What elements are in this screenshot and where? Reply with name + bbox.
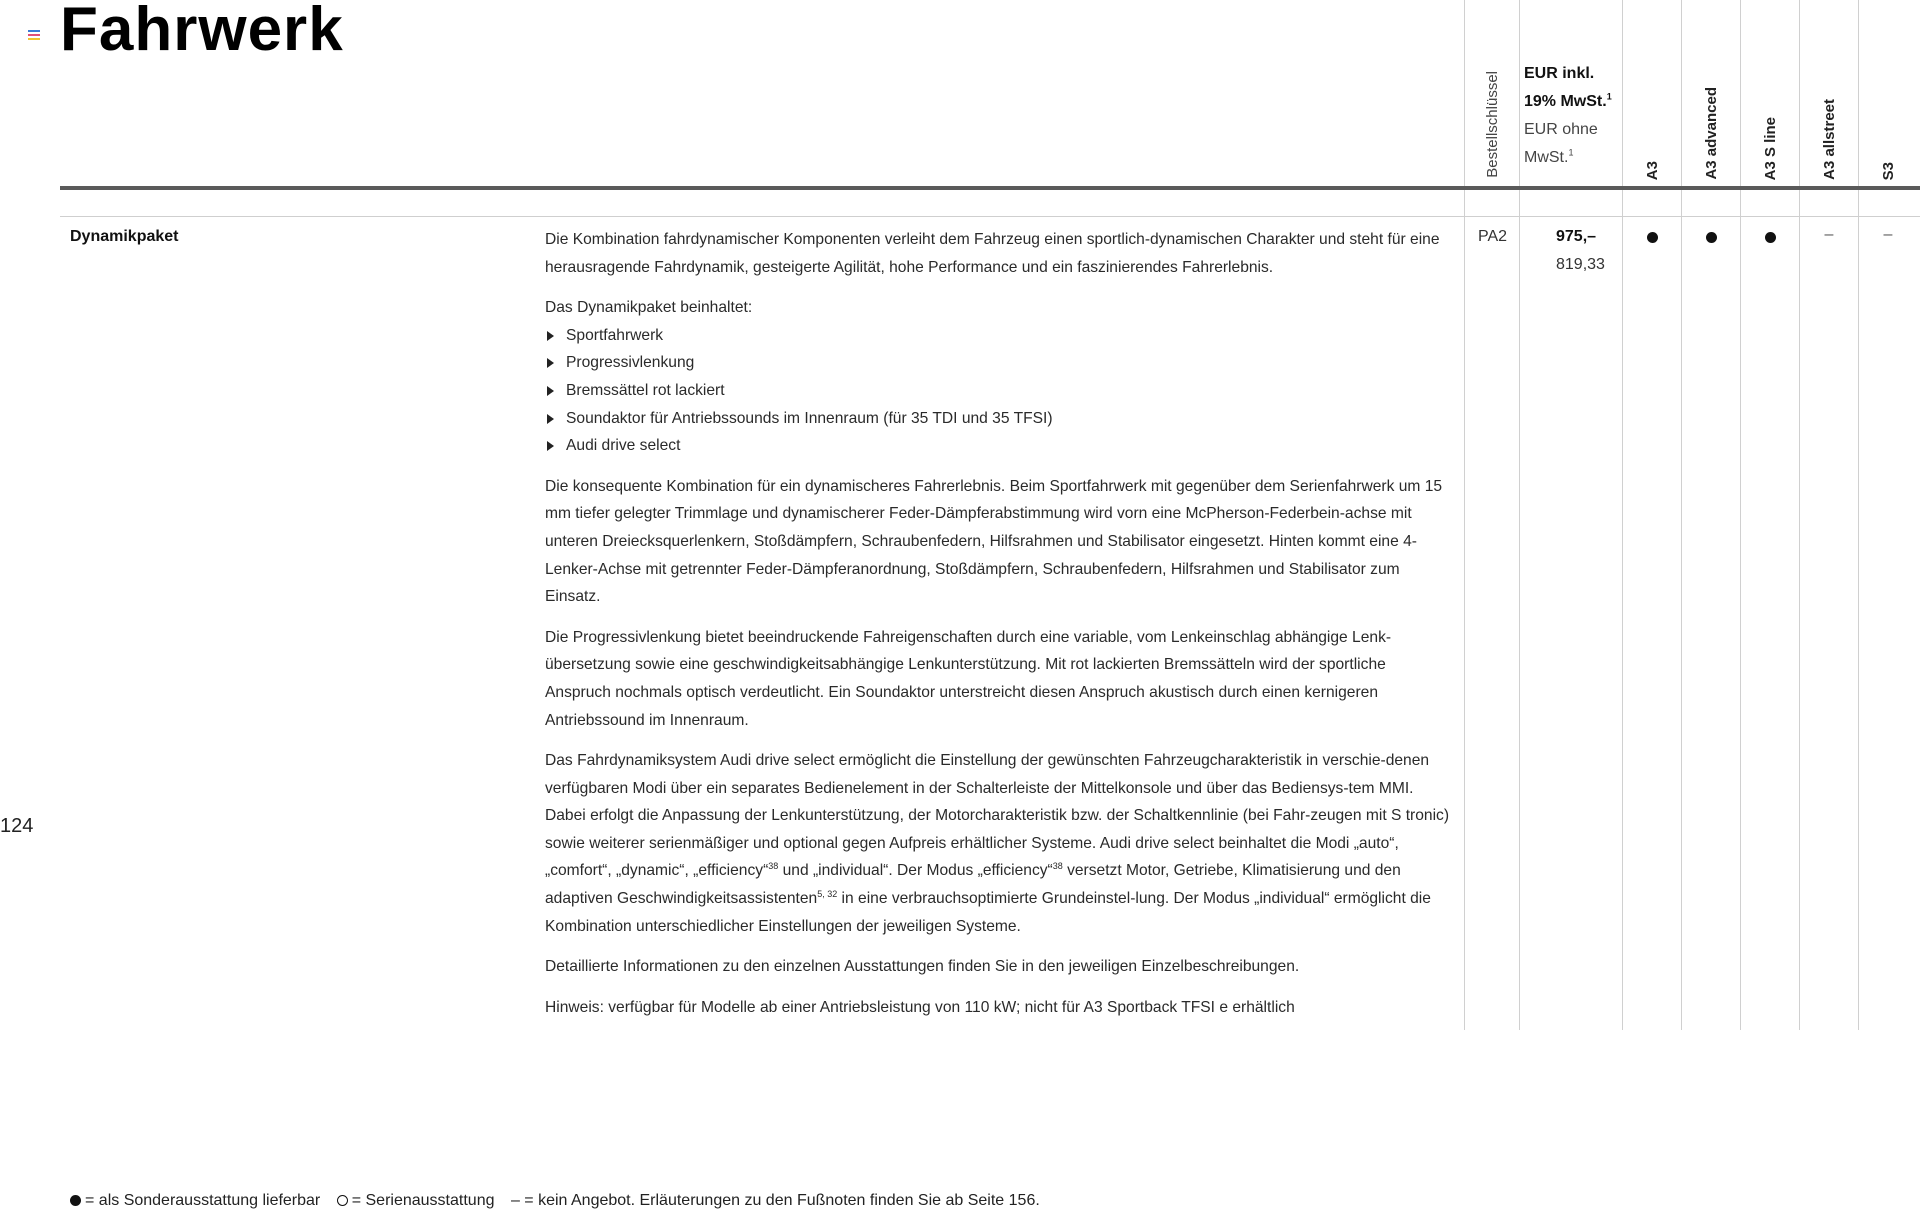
bullet-triangle-icon	[547, 331, 554, 341]
bullet-triangle-icon	[547, 386, 554, 396]
paragraph-hint: Hinweis: verfügbar für Modelle ab einer Antriebsleistung von 110 kW; nicht für A3 Sportback TFSI e erhältlich	[545, 998, 1295, 1016]
legend-standard: = Serienausstattung	[351, 1192, 495, 1209]
column-divider	[1519, 0, 1520, 1030]
availability-a3-allstreet: –	[1824, 226, 1834, 243]
header-rule	[60, 186, 1920, 190]
header-subrule	[60, 216, 1920, 217]
header-model-s3: S3	[1880, 161, 1897, 180]
header-price-excl-vat: MwSt.	[1524, 149, 1569, 166]
legend-none-symbol: –	[510, 1192, 520, 1209]
header-model-a3: A3	[1644, 160, 1661, 180]
page-number: 124	[0, 815, 34, 837]
column-divider	[1681, 0, 1682, 1030]
optional-dot-icon	[1647, 232, 1658, 243]
list-item: Audi drive select	[545, 432, 1455, 460]
item-name: Dynamikpaket	[70, 228, 179, 245]
optional-dot-icon	[1706, 232, 1717, 243]
legend-optional: = als Sonderausstattung lieferbar	[85, 1192, 321, 1209]
order-code: PA2	[1478, 228, 1508, 245]
footnote-ref: 38	[768, 861, 779, 872]
header-price-incl-vat: 19% MwSt.	[1524, 93, 1607, 110]
header-model-a3-advanced: A3 advanced	[1703, 87, 1720, 180]
item-description	[545, 226, 1455, 1034]
paragraph-details: Detaillierte Informationen zu den einzelnen Ausstattungen finden Sie in den jeweiligen Einzelbeschreibungen.	[545, 958, 1300, 976]
footnote-mark: 1	[1568, 147, 1574, 158]
header-price-incl: EUR inkl.	[1524, 65, 1595, 82]
legend	[70, 1192, 1040, 1210]
header-price	[1524, 60, 1624, 172]
bullet-triangle-icon	[547, 414, 554, 424]
bullet-triangle-icon	[547, 358, 554, 368]
list-item: Bremssättel rot lackiert	[545, 377, 1455, 405]
standard-circle-icon	[337, 1195, 348, 1206]
column-divider	[1858, 0, 1859, 1030]
includes-list	[545, 322, 1455, 460]
optional-dot-icon	[70, 1195, 81, 1206]
bullet-triangle-icon	[547, 441, 554, 451]
footnote-mark: 1	[1606, 91, 1612, 102]
paragraph-sportfahrwerk: Die konsequente Kombination für ein dynamischeres Fahrerlebnis. Beim Sportfahrwerk mit gegenüber dem Serienfahrwerk um 15 mm tiefer gelegter Trimmlage und dynamischerer Feder-Dämpferabstimmung wird vorn eine McPherson-Federbein-achse mit unteren Dreiecksquerlenkern, Stoßdämpfern, Schraubenfedern, Hilfsrahmen und Stabilisator eingesetzt. Hinten kommt eine 4-Lenker-Achse mit getrennter Feder-Dämpferanordnung, Stoßdämpfern, Schraubenfedern, Hilfsrahmen und Stabilisator zum Einsatz.	[545, 477, 1443, 606]
includes-heading: Das Dynamikpaket beinhaltet:	[545, 299, 753, 317]
list-item: Soundaktor für Antriebssounds im Innenraum (für 35 TDI und 35 TFSI)	[545, 405, 1455, 433]
column-divider	[1464, 0, 1465, 1030]
footnote-ref: 38	[1052, 861, 1063, 872]
list-item: Progressivlenkung	[545, 349, 1455, 377]
availability-s3: –	[1883, 226, 1893, 243]
paragraph-drive-select: Das Fahrdynamiksystem Audi drive select ermöglicht die Einstellung der gewünschten Fahrzeugcharakteristik in verschie-denen verfügbaren Modi über ein separates Bedienelement in der Schalterleiste der Mittelkonsole und über das Bediensys-tem MMI. Dabei erfolgt die Anpassung der Lenkunterstützung, der Motorcharakteristik bzw. der Schaltkennlinie (bei Fahr-zeugen mit S tronic) sowie weiterer serienmäßiger und optional gegen Aufpreis erhältlicher Systeme. Audi drive select beinhaltet die Modi „auto“, „comfort“, „dynamic“, „efficiency“$^{38}$ und „individual“. Der Modus „efficiency“$^{38}$ versetzt Motor, Getriebe, Klimatisierung und den adaptiven Geschwindigkeitsassistenten$^{5, 32}$ in eine verbrauchsoptimierte Grundeinstel-lung. Der Modus „individual“ ermöglicht die Kombination unterschiedlicher Einstellungen der jeweiligen Systeme.	[545, 752, 1450, 935]
list-item: Sportfahrwerk	[545, 322, 1455, 350]
column-divider	[1740, 0, 1741, 1030]
logo-mark-icon	[28, 30, 40, 40]
header-model-a3-s-line: A3 S line	[1762, 116, 1779, 180]
page-title: Fahrwerk	[60, 0, 344, 64]
availability-a3-advanced	[1682, 226, 1740, 248]
availability-a3-s-line	[1741, 226, 1799, 248]
header-model-a3-allstreet: A3 allstreet	[1821, 99, 1838, 180]
header-price-excl: EUR ohne	[1524, 121, 1598, 138]
legend-none: = kein Angebot. Erläuterungen zu den Fußnoten finden Sie ab Seite 156.	[524, 1192, 1040, 1209]
item-intro: Die Kombination fahrdynamischer Komponenten verleiht dem Fahrzeug einen sportlich-dynamischen Charakter und steht für eine herausragende Fahrdynamik, gesteigerte Agilität, hohe Performance und ein faszinierendes Fahrerlebnis.	[545, 231, 1440, 276]
price-incl-vat: 975,–	[1556, 228, 1597, 245]
optional-dot-icon	[1765, 232, 1776, 243]
footnote-ref: 5, 32	[817, 888, 838, 899]
paragraph-progressivlenkung: Die Progressivlenkung bietet beeindruckende Fahreigenschaften durch eine variable, vom Lenkeinschlag abhängige Lenk-übersetzung sowie eine geschwindigkeitsabhängige Lenkunterstützung. Mit rot lackierten Bremssätteln wird der sportliche Anspruch nochmals optisch verdeutlicht. Ein Soundaktor unterstreicht diesen Anspruch akustisch durch einen kernigeren Antriebssound im Innenraum.	[545, 628, 1392, 729]
availability-a3	[1623, 226, 1681, 248]
column-divider	[1799, 0, 1800, 1030]
price-excl-vat: 819,33	[1556, 256, 1605, 273]
header-order-key: Bestellschlüssel	[1484, 71, 1501, 178]
